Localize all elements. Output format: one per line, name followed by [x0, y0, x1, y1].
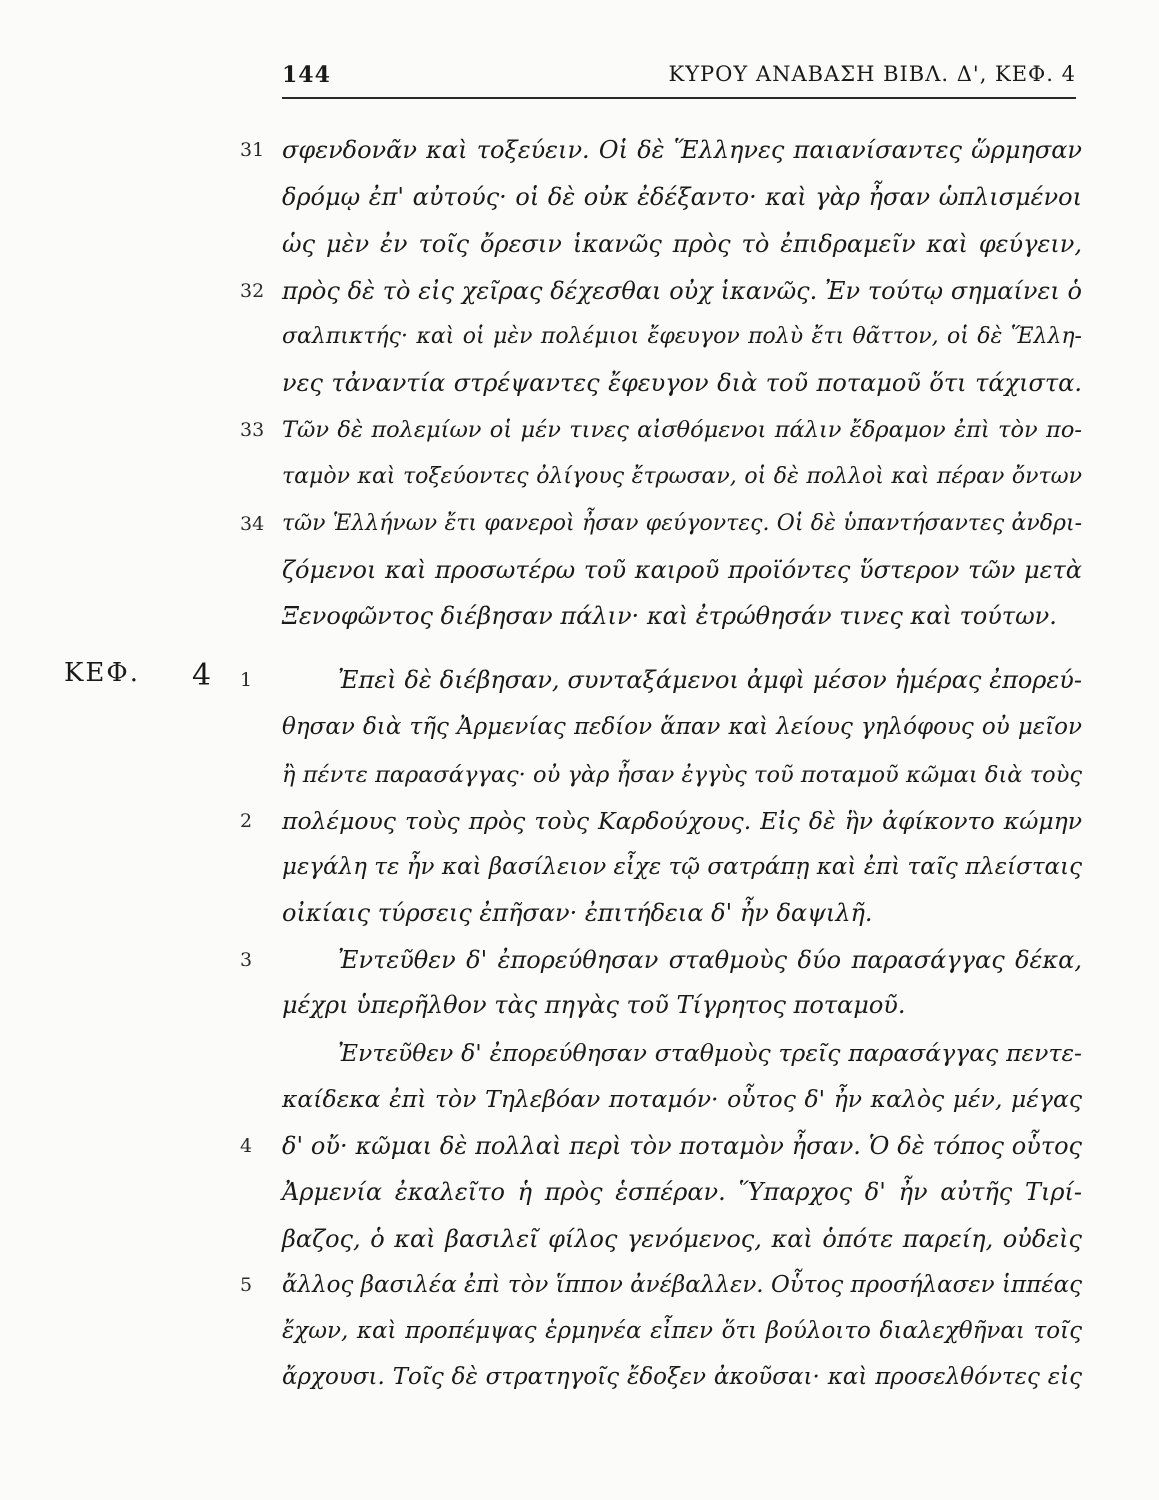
text-line: βαζος, ὁ καὶ βασιλεῖ φίλος γενόμενος, καὶ ὁπότε παρείη, οὐδεὶς [282, 1225, 1082, 1253]
section-number: 5 [240, 1274, 253, 1296]
section-number: 3 [240, 949, 253, 971]
text-line: καίδεκα ἐπὶ τὸν Τηλεβόαν ποταμόν· οὗτος δ' ἦν καλὸς μέν, μέγας [282, 1085, 1082, 1113]
section-number [240, 317, 270, 357]
text-line: σαλπικτής· καὶ οἱ μὲν πολέμιοι ἔφευγον πολὺ ἔτι θᾶττον, οἱ δὲ Ἕλλη- [282, 324, 1082, 349]
text-line: ὡς μὲν ἐν τοῖς ὄρεσιν ἱκανῶς πρὸς τὸ ἐπιδραμεῖν καὶ φεύγειν, [282, 230, 1082, 258]
section-number [240, 847, 270, 887]
section-number [240, 1357, 270, 1397]
running-title: ΚΥΡΟΥ ΑΝΑΒΑΣΗ ΒΙΒΛ. Δ', ΚΕΦ. 4 [668, 62, 1076, 86]
text-line: ἢ πέντε παρασάγγας· οὐ γὰρ ἦσαν ἐγγὺς τοῦ ποταμοῦ κῶμαι διὰ τοὺς [282, 762, 1082, 788]
section-number: 32 [240, 280, 265, 302]
text-line: Ἐπεὶ δὲ διέβησαν, συνταξάμενοι ἀμφὶ μέσον ἡμέρας ἐπορεύ- [338, 666, 1082, 694]
section-number [240, 985, 270, 1025]
text-line: θησαν διὰ τῆς Ἀρμενίας πεδίον ἅπαν καὶ λείους γηλόφους οὐ μεῖον [282, 714, 1082, 740]
section-number [240, 1079, 270, 1119]
text-line: μεγάλη τε ἦν καὶ βασίλειον εἶχε τῷ σατράπῃ καὶ ἐπὶ ταῖς πλείσταις [282, 854, 1082, 880]
text-line: δρόμῳ ἐπ' αὐτούς· οἱ δὲ οὐκ ἐδέξαντο· καὶ γὰρ ἦσαν ὡπλισμένοι [282, 183, 1082, 211]
chapter-label: ΚΕΦ. [64, 658, 140, 688]
section-number [240, 707, 270, 747]
chapter-number: 4 [192, 658, 212, 693]
section-number: 33 [240, 419, 265, 441]
text-line: Ἀρμενία ἐκαλεῖτο ἡ πρὸς ἑσπέραν. Ὕπαρχος δ' ἦν αὐτῆς Τιρί- [282, 1178, 1082, 1206]
section-number: 2 [240, 810, 253, 832]
section-number [240, 1033, 270, 1073]
text-line: νες τἀναντία στρέψαντες ἔφευγον διὰ τοῦ ποταμοῦ ὅτι τάχιστα. [282, 369, 1082, 397]
page-number: 144 [282, 62, 331, 88]
section-number [240, 457, 270, 497]
section-number [240, 596, 270, 636]
text-line: Ἐντεῦθεν δ' ἐπορεύθησαν σταθμοὺς τρεῖς παρασάγγας πεντε- [338, 1039, 1082, 1067]
text-line: ταμὸν καὶ τοξεύοντες ὀλίγους ἔτρωσαν, οἱ δὲ πολλοὶ καὶ πέραν ὄντων [282, 464, 1082, 489]
text-line: ἔχων, καὶ προπέμψας ἑρμηνέα εἶπεν ὅτι βούλοιτο διαλεχθῆναι τοῖς [282, 1318, 1082, 1344]
section-number: 31 [240, 139, 265, 161]
text-line: τῶν Ἑλλήνων ἔτι φανεροὶ ἦσαν φεύγοντες. Οἱ δὲ ὑπαντήσαντες ἀνδρι- [282, 511, 1082, 536]
text-line: πολέμους τοὺς πρὸς τοὺς Καρδούχους. Εἰς δὲ ἣν ἀφίκοντο κώμην [282, 807, 1082, 835]
section-number: 1 [240, 669, 253, 691]
text-line: πρὸς δὲ τὸ εἰς χεῖρας δέχεσθαι οὐχ ἱκανῶς. Ἐν τούτῳ σημαίνει ὁ [282, 277, 1082, 305]
section-number [240, 1172, 270, 1212]
section-number [240, 1219, 270, 1259]
section-number [240, 755, 270, 795]
text-line: Τῶν δὲ πολεμίων οἱ μέν τινες αἰσθόμενοι πάλιν ἔδραμον ἐπὶ τὸν πο- [282, 417, 1082, 443]
section-number [240, 177, 270, 217]
text-line: ἄρχουσι. Τοῖς δὲ στρατηγοῖς ἔδοξεν ἀκοῦσαι· καὶ προσελθόντες εἰς [282, 1364, 1082, 1390]
section-number [240, 893, 270, 933]
text-line: Ἐντεῦθεν δ' ἐπορεύθησαν σταθμοὺς δύο παρασάγγας δέκα, [338, 946, 1082, 974]
header-rule [282, 97, 1076, 99]
text-line: Ξενοφῶντος διέβησαν πάλιν· καὶ ἐτρώθησάν τινες καὶ τούτων. [282, 602, 1057, 630]
text-line: μέχρι ὑπερῆλθον τὰς πηγὰς τοῦ Τίγρητος ποταμοῦ. [282, 991, 906, 1019]
section-number [240, 1311, 270, 1351]
text-line: σφενδονᾶν καὶ τοξεύειν. Οἱ δὲ Ἕλληνες παιανίσαντες ὥρμησαν [282, 136, 1082, 164]
text-line: ζόμενοι καὶ προσωτέρω τοῦ καιροῦ προϊόντες ὕστερον τῶν μετὰ [282, 556, 1082, 584]
section-number [240, 550, 270, 590]
page-header [282, 58, 1076, 98]
section-number: 4 [240, 1135, 253, 1157]
section-number [240, 363, 270, 403]
section-number: 34 [240, 513, 265, 535]
section-number [240, 224, 270, 264]
text-line: δ' οὔ· κῶμαι δὲ πολλαὶ περὶ τὸν ποταμὸν ἦσαν. Ὁ δὲ τόπος οὗτος [282, 1132, 1082, 1160]
text-line: ἄλλος βασιλέα ἐπὶ τὸν ἵππον ἀνέβαλλεν. Οὗτος προσήλασεν ἱππέας [282, 1272, 1082, 1298]
text-line: οἰκίαις τύρσεις ἐπῆσαν· ἐπιτήδεια δ' ἦν δαψιλῆ. [282, 899, 873, 927]
